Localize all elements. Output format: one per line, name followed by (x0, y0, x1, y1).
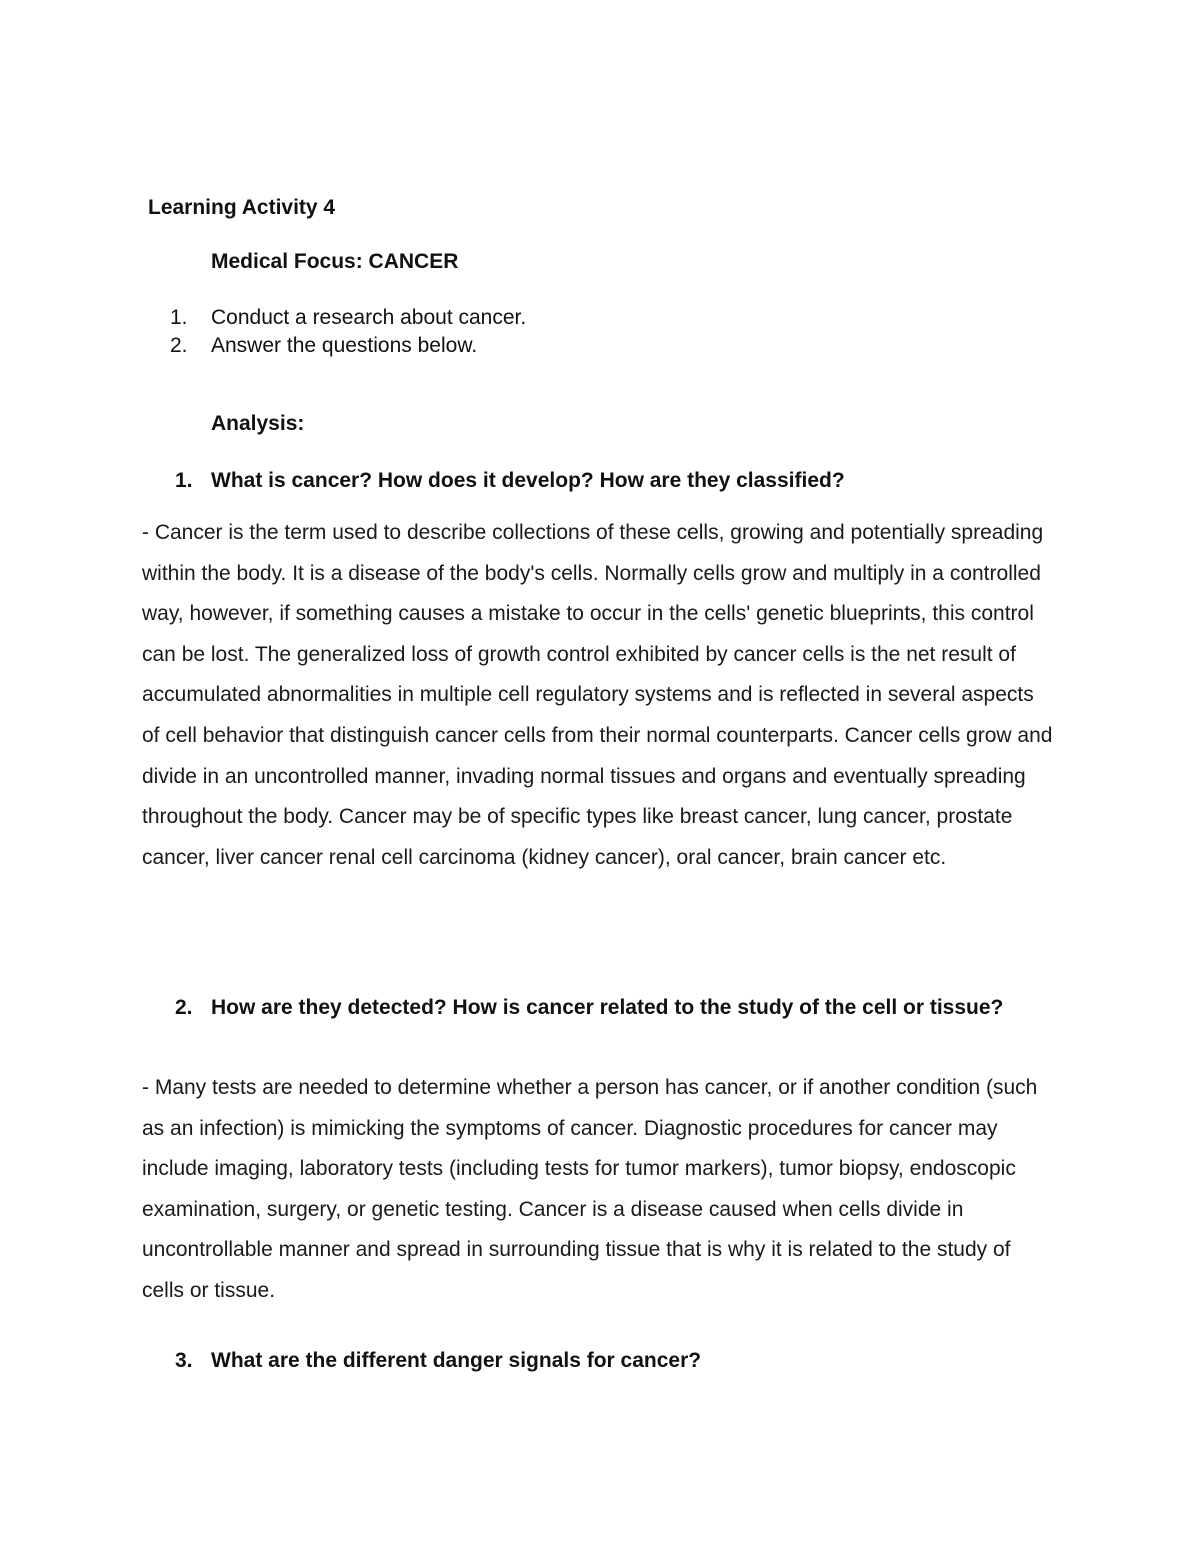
question-1 (175, 467, 1055, 495)
question-number: 1. (175, 469, 193, 492)
analysis-heading: Analysis: (211, 412, 305, 435)
instruction-item (170, 304, 526, 332)
question-text: What are the different danger signals for cancer? (211, 1349, 702, 1372)
question-text: What is cancer? How does it develop? How are they classified? (211, 469, 845, 492)
instruction-text: Conduct a research about cancer. (211, 306, 527, 329)
instruction-item (170, 332, 526, 360)
document-title: Learning Activity 4 (148, 196, 336, 219)
question-number: 3. (175, 1349, 193, 1372)
answer-2: - Many tests are needed to determine whether a person has cancer, or if another condition (such as an infection) is mimicking the symptoms of cancer. Diagnostic procedures for cancer may include imaging, laboratory tests (including tests for tumor markers), tumor biopsy, endoscopic examination, surgery, or genetic testing. Cancer is a disease caused when cells divide in uncontrollable manner and spread in surrounding tissue that is why it is related to the study of cells or tissue. (142, 1076, 1038, 1302)
question-3 (175, 1347, 1055, 1375)
question-text: How are they detected? How is cancer related to the study of the cell or tissue? (211, 996, 1004, 1019)
instruction-text: Answer the questions below. (211, 334, 478, 357)
instructions-list (170, 304, 526, 360)
question-number: 2. (175, 996, 193, 1019)
document-subtitle: Medical Focus: CANCER (211, 250, 459, 273)
instruction-number: 2. (170, 334, 188, 357)
question-2 (175, 994, 1055, 1022)
instruction-number: 1. (170, 306, 188, 329)
answer-1: - Cancer is the term used to describe collections of these cells, growing and potentially spreading within the body. It is a disease of the body's cells. Normally cells grow and multiply in a controlled way, however, if something causes a mistake to occur in the cells' genetic blueprints, this control can be lost. The generalized loss of growth control exhibited by cancer cells is the net result of accumulated abnormalities in multiple cell regulatory systems and is reflected in several aspects of cell behavior that distinguish cancer cells from their normal counterparts. Cancer cells grow and divide in an uncontrolled manner, invading normal tissues and organs and eventually spreading throughout the body. Cancer may be of specific types like breast cancer, lung cancer, prostate cancer, liver cancer renal cell carcinoma (kidney cancer), oral cancer, brain cancer etc. (142, 521, 1053, 869)
